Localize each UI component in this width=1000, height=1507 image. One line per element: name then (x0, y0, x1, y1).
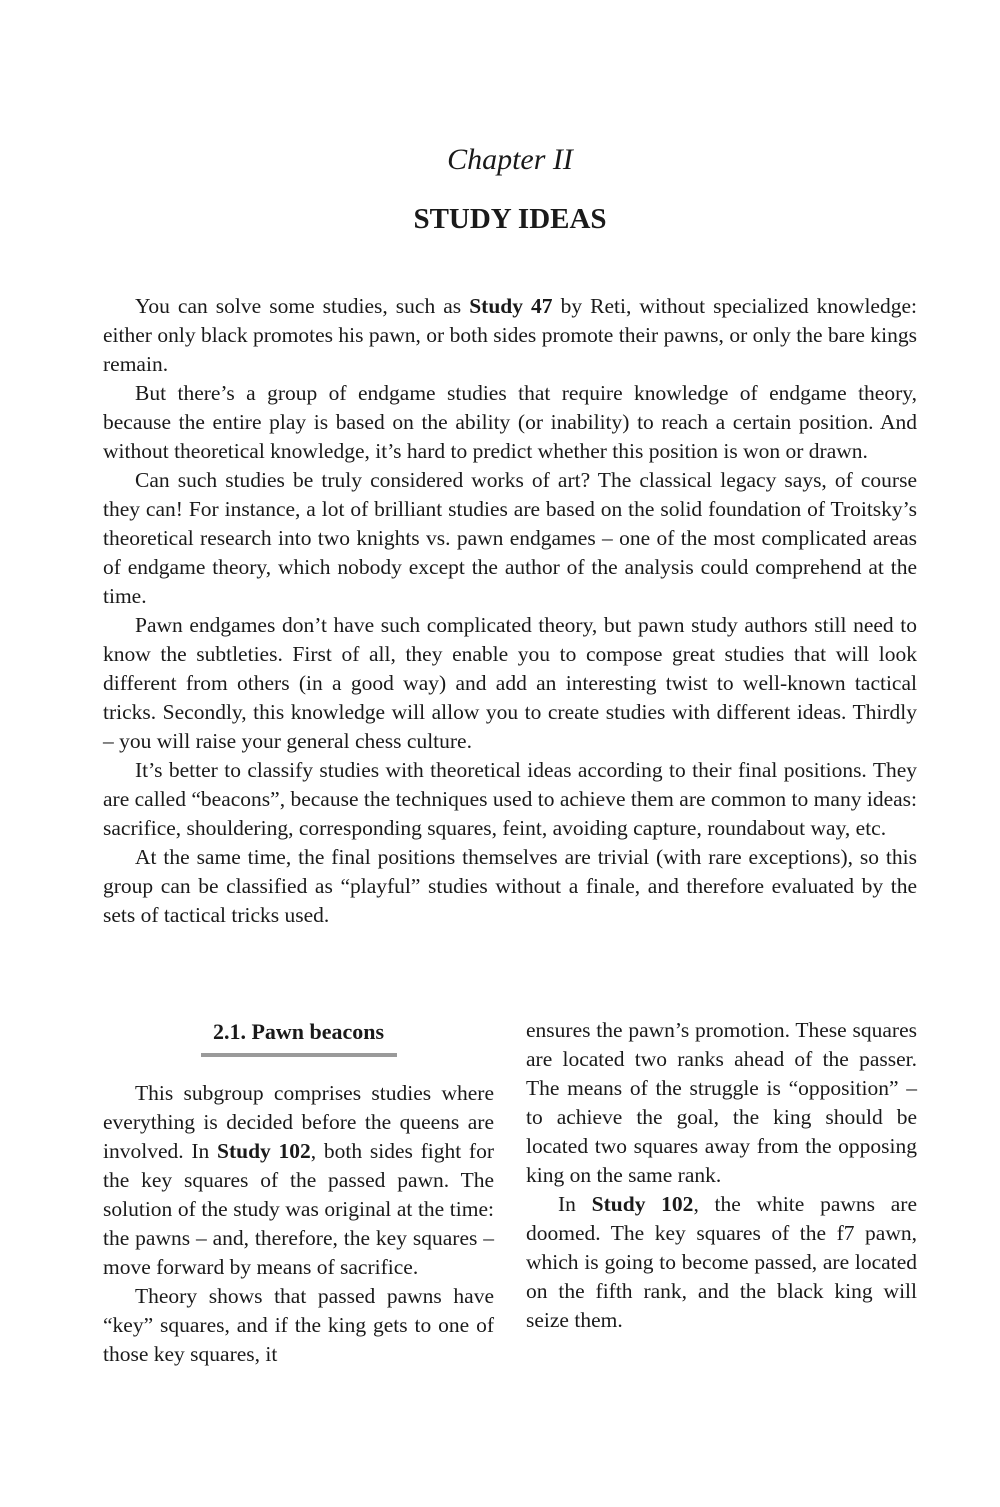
chapter-title: STUDY IDEAS (413, 203, 607, 235)
left-column (103, 1016, 494, 1369)
right-column (526, 1016, 917, 1335)
section-heading: 2.1. Pawn beacons (212, 1019, 385, 1044)
section-underline (201, 1053, 397, 1057)
intro-paragraph-4: Pawn endgames don’t have such complicated theory, but pawn study authors still need to know the subtleties. First of all, they enable you to compose great studies that will look different from others (in a good way) and add an interesting twist to well-known tactical tricks. Secondly, this knowledge will allow you to create studies with different ideas. Thirdly – you will raise your general chess culture. (103, 613, 917, 753)
chapter-label: Chapter II (447, 143, 573, 176)
text-span: by Reti, without specialized knowledge: either only black promotes his pawn, or both sides promote their pawns, or only the bare kings remain. (103, 294, 917, 376)
left-paragraph-1 (103, 1079, 494, 1282)
text-span: In (558, 1192, 592, 1216)
text-span: , both sides fight for the key squares of the passed pawn. The solution of the study was original at the time: the pawns – and, therefore, the key squares – move forward by means of sacrifice. (103, 1139, 494, 1279)
study-reference: Study 102 (217, 1139, 311, 1163)
intro-paragraph-5: It’s better to classify studies with theoretical ideas according to their final positions. They are called “beacons”, because the techniques used to achieve them are common to many ideas: sacrifice, shouldering, corresponding squares, feint, avoiding capture, roundabout way, etc. (103, 758, 917, 840)
text-span: , the white pawns are doomed. The key squares of the f7 pawn, which is going to become passed, are located on the fifth rank, and the black king will seize them. (526, 1192, 917, 1332)
intro-paragraph-2: But there’s a group of endgame studies that require knowledge of endgame theory, because the entire play is based on the ability (or inability) to reach a certain position. And without theoretical knowledge, it’s hard to predict whether this position is won or drawn. (103, 381, 917, 463)
text-span: This subgroup comprises studies where everything is decided before the queens are involved. In (103, 1081, 494, 1163)
intro-paragraph-6: At the same time, the final positions themselves are trivial (with rare exceptions), so this group can be classified as “playful” studies without a finale, and therefore evaluated by the sets of tactical tricks used. (103, 845, 917, 927)
right-paragraph-2 (526, 1190, 917, 1335)
intro-text (103, 292, 917, 930)
intro-paragraph-3: Can such studies be truly considered works of art? The classical legacy says, of course they can! For instance, a lot of brilliant studies are based on the solid foundation of Troitsky’s theoretical research into two knights vs. pawn endgames – one of the most complicated areas of endgame theory, which nobody except the author of the analysis could comprehend at the time. (103, 468, 917, 608)
text-span: You can solve some studies, such as (135, 294, 470, 318)
right-paragraph-1: ensures the pawn’s promotion. These squares are located two ranks ahead of the passer. The means of the struggle is “opposition” – to achieve the goal, the king should be located two squares away from the opposing king on the same rank. (526, 1018, 917, 1187)
left-paragraph-2: Theory shows that passed pawns have “key” squares, and if the king gets to one of those key squares, it (103, 1284, 494, 1366)
intro-paragraph-1 (103, 292, 917, 379)
study-reference: Study 47 (469, 294, 553, 318)
study-reference: Study 102 (591, 1192, 694, 1216)
